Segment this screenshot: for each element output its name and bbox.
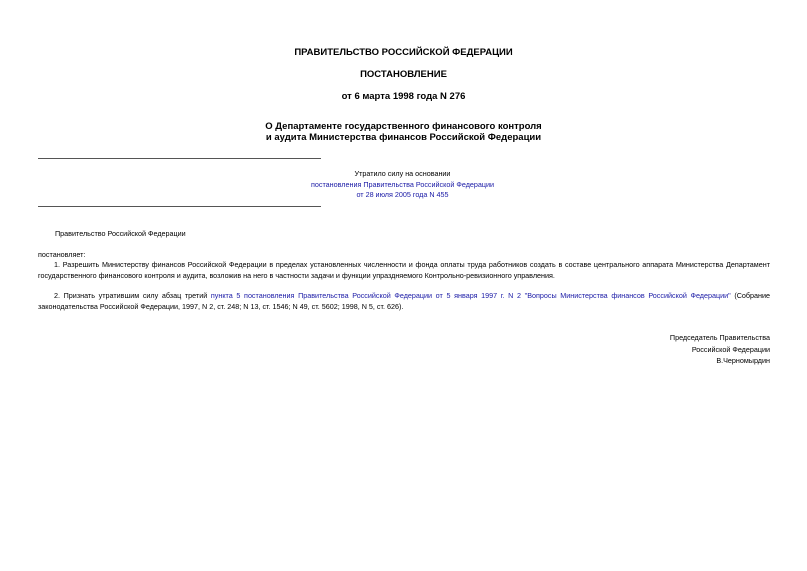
signature-country: Российской Федерации bbox=[691, 344, 770, 354]
decree-word: постановляет: bbox=[38, 250, 86, 259]
item-2-suffix: (Собрание законодательства Российской Федерации, 1997, N 2, ст. 248; N 13, ст. 1546; N 49, ст. 5602; 1998, N 5, ст. 626). bbox=[38, 291, 770, 311]
status-note-text: Утратило силу на основании bbox=[354, 169, 451, 178]
divider-bottom bbox=[38, 206, 321, 207]
item-2-paragraph bbox=[38, 291, 770, 313]
document-title-line-2: и аудита Министерства финансов Российской Федерации bbox=[265, 132, 542, 143]
government-heading: ПРАВИТЕЛЬСТВО РОССИЙСКОЙ ФЕДЕРАЦИИ bbox=[294, 47, 513, 58]
issuer-text: Правительство Российской Федерации bbox=[55, 229, 186, 238]
document-date-number: от 6 марта 1998 года N 276 bbox=[341, 91, 466, 102]
divider-top bbox=[38, 158, 321, 159]
signature-name: В.Черномырдин bbox=[716, 356, 770, 365]
status-note bbox=[300, 169, 505, 201]
signature-block bbox=[670, 332, 770, 367]
referenced-decree-link[interactable]: пункта 5 постановления Правительства Российской Федерации от 5 января 1997 г. N 2 "Вопросы Министерства финансов Российской Федерации" bbox=[210, 291, 731, 300]
repeal-decree-date-link[interactable]: от 28 июля 2005 года N 455 bbox=[356, 190, 449, 199]
item-2-prefix: 2. Признать утратившим силу абзац третий bbox=[54, 291, 211, 300]
signature-position: Председатель Правительства bbox=[669, 333, 770, 342]
document-type: ПОСТАНОВЛЕНИЕ bbox=[360, 69, 447, 80]
item-1-paragraph: 1. Разрешить Министерству финансов Российской Федерации в пределах установленных численности и фонда оплаты труда работников создать в составе центрального аппарата Министерства Департамент государственного финансового контроля и аудита, возложив на него в частности задачи и функции упраздняемого Контрольно-ревизионного управления. bbox=[38, 260, 770, 280]
document-title-line-1: О Департаменте государственного финансового контроля bbox=[265, 121, 542, 132]
repeal-decree-link[interactable]: постановления Правительства Российской Федерации bbox=[310, 179, 495, 189]
